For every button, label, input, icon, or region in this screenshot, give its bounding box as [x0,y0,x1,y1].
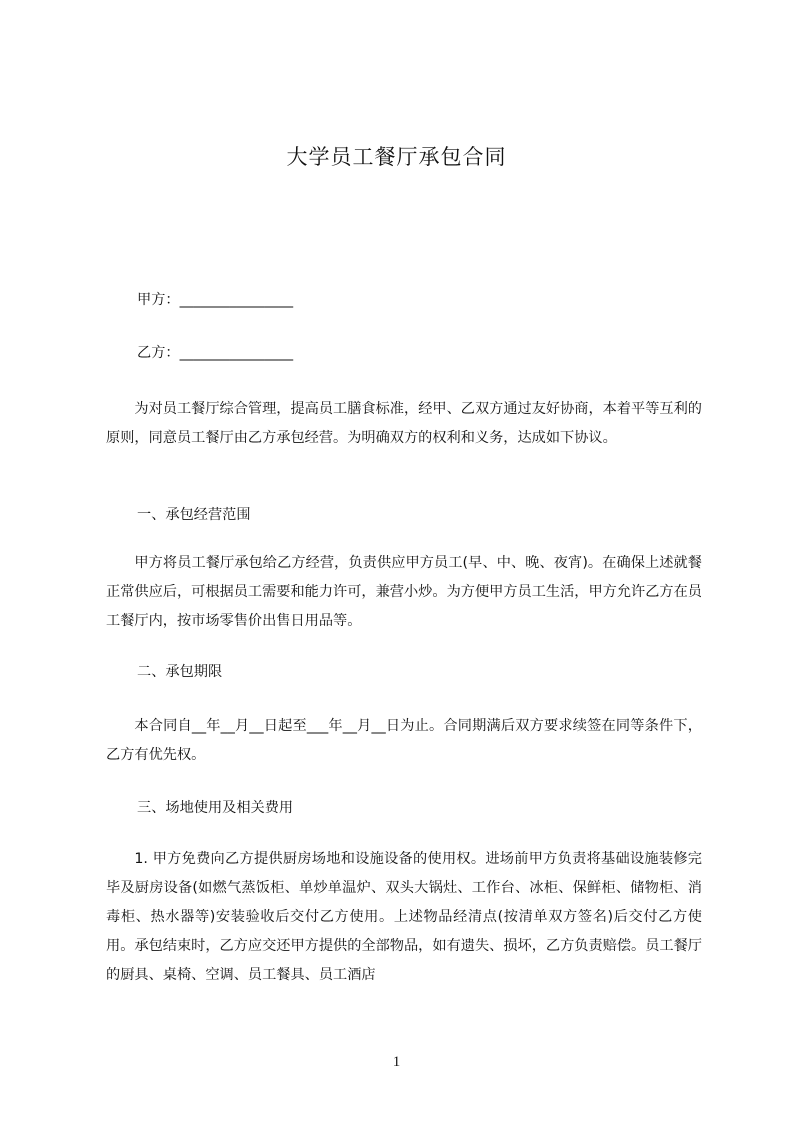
section-1-paragraph: 甲方将员工餐厅承包给乙方经营，负责供应甲方员工(早、中、晚、夜宵)。在确保上述就餐正常供应后，可根据员工需要和能力许可，兼营小炒。为方便甲方员工生活，甲方允许乙方在员工餐厅内，按市场零售价出售日用品等。 [106,555,702,629]
section-2-heading: 二、承包期限 [137,664,223,680]
page-number: 1 [392,1054,401,1070]
intro-paragraph: 为对员工餐厅综合管理，提高员工膳食标准，经甲、乙双方通过友好协商，本着平等互利的原则，同意员工餐厅由乙方承包经营。为明确双方的权利和义务，达成如下协议。 [106,401,702,446]
party-b-line: 乙方：________________ [137,345,294,361]
party-a-line: 甲方：________________ [137,292,294,308]
contract-title: 大学员工餐厅承包合同 [286,145,507,169]
section-3-item-1: 1. 甲方免费向乙方提供厨房场地和设施设备的使用权。进场前甲方负责将基础设施装修完毕及厨房设备(如燃气蒸饭柜、单炒单温炉、双头大锅灶、工作台、冰柜、保鲜柜、储物柜、消毒柜、热水器等)安装验收后交付乙方使用。上述物品经清点(按清单双方签名)后交付乙方使用。承包结束时，乙方应交还甲方提供的全部物品，如有遗失、损坏，乙方负责赔偿。员工餐厅的厨具、桌椅、空调、员工餐具、员工酒店 [106,851,702,983]
section-3-heading: 三、场地使用及相关费用 [137,800,294,816]
section-1-heading: 一、承包经营范围 [137,507,251,523]
section-2-paragraph: 本合同自__年__月__日起至___年__月__日为止。合同期满后双方要求续签在同等条件下，乙方有优先权。 [106,718,702,763]
